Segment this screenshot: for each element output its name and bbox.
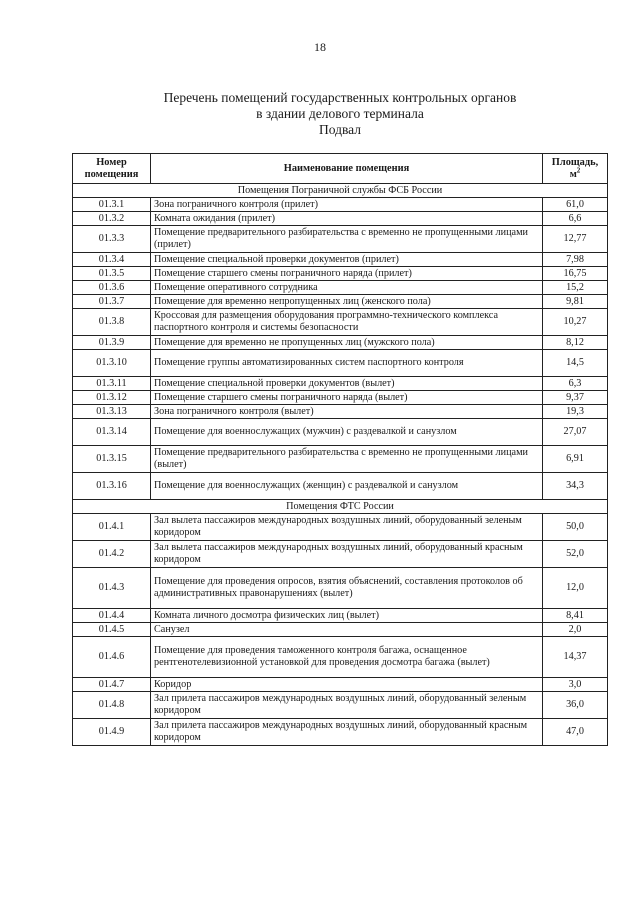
room-area: 6,91	[543, 446, 608, 473]
room-number: 01.4.2	[73, 541, 151, 568]
room-name: Зал прилета пассажиров международных воздушных линий, оборудованный зеленым коридором	[151, 692, 543, 719]
table-row	[73, 391, 608, 405]
table-row	[73, 267, 608, 281]
room-number: 01.3.15	[73, 446, 151, 473]
room-number: 01.3.6	[73, 281, 151, 295]
table-row	[73, 309, 608, 336]
section-title: Помещения ФТС России	[73, 500, 608, 514]
room-name: Кроссовая для размещения оборудования программно-технического комплекса паспортного контроля и системы безопасности	[151, 309, 543, 336]
table-row	[73, 350, 608, 377]
table-row	[73, 678, 608, 692]
room-name: Зал вылета пассажиров международных воздушных линий, оборудованный красным коридором	[151, 541, 543, 568]
room-name: Помещение старшего смены пограничного наряда (прилет)	[151, 267, 543, 281]
room-name: Помещение оперативного сотрудника	[151, 281, 543, 295]
header-area-sup: 2	[576, 166, 581, 175]
table-row	[73, 281, 608, 295]
section-row	[73, 184, 608, 198]
room-number: 01.4.9	[73, 719, 151, 746]
title-line-2: в здании делового терминала	[256, 106, 424, 121]
table-row	[73, 692, 608, 719]
room-number: 01.3.5	[73, 267, 151, 281]
room-area: 34,3	[543, 473, 608, 500]
room-area: 50,0	[543, 514, 608, 541]
header-name: Наименование помещения	[151, 154, 543, 184]
room-area: 12,77	[543, 226, 608, 253]
table-row	[73, 609, 608, 623]
room-number: 01.3.1	[73, 198, 151, 212]
room-area: 8,41	[543, 609, 608, 623]
room-name: Помещение для военнослужащих (мужчин) с раздевалкой и санузлом	[151, 419, 543, 446]
room-name: Коридор	[151, 678, 543, 692]
table-row	[73, 568, 608, 609]
table-row	[73, 514, 608, 541]
title-line-1: Перечень помещений государственных контрольных органов	[163, 90, 517, 105]
table-row	[73, 336, 608, 350]
room-name: Зал прилета пассажиров международных воздушных линий, оборудованный красным коридором	[151, 719, 543, 746]
room-number: 01.3.4	[73, 253, 151, 267]
table-row	[73, 405, 608, 419]
room-area: 52,0	[543, 541, 608, 568]
header-area	[543, 154, 608, 184]
room-area: 6,3	[543, 377, 608, 391]
room-number: 01.4.8	[73, 692, 151, 719]
rooms-table-body	[73, 184, 608, 746]
title-line-3: Подвал	[318, 122, 362, 137]
room-number: 01.3.3	[73, 226, 151, 253]
room-area: 3,0	[543, 678, 608, 692]
rooms-table	[72, 153, 608, 746]
room-name: Помещение для проведения таможенного контроля багажа, оснащенное рентгенотелевизионной установкой для проведения досмотра багажа (вылет)	[151, 637, 543, 678]
room-number: 01.3.2	[73, 212, 151, 226]
page-number: 18	[314, 40, 326, 54]
room-name: Комната ожидания (прилет)	[151, 212, 543, 226]
room-area: 6,6	[543, 212, 608, 226]
room-name: Помещение для военнослужащих (женщин) с раздевалкой и санузлом	[151, 473, 543, 500]
room-area: 27,07	[543, 419, 608, 446]
room-area: 9,37	[543, 391, 608, 405]
room-area: 10,27	[543, 309, 608, 336]
room-number: 01.3.11	[73, 377, 151, 391]
room-number: 01.3.12	[73, 391, 151, 405]
room-number: 01.3.14	[73, 419, 151, 446]
room-area: 14,37	[543, 637, 608, 678]
room-name: Помещение предварительного разбирательства с временно не пропущенными лицами (вылет)	[151, 446, 543, 473]
room-number: 01.4.5	[73, 623, 151, 637]
table-row	[73, 623, 608, 637]
room-number: 01.4.3	[73, 568, 151, 609]
room-name: Комната личного досмотра физических лиц (вылет)	[151, 609, 543, 623]
table-row	[73, 377, 608, 391]
room-area: 61,0	[543, 198, 608, 212]
room-area: 7,98	[543, 253, 608, 267]
table-row	[73, 719, 608, 746]
table-row	[73, 226, 608, 253]
room-number: 01.3.13	[73, 405, 151, 419]
room-number: 01.3.16	[73, 473, 151, 500]
table-row	[73, 637, 608, 678]
table-row	[73, 198, 608, 212]
table-row	[73, 212, 608, 226]
section-row	[73, 500, 608, 514]
room-name: Помещение для временно не пропущенных лиц (мужского пола)	[151, 336, 543, 350]
header-number: Номер помещения	[73, 154, 151, 184]
room-area: 8,12	[543, 336, 608, 350]
table-row	[73, 419, 608, 446]
section-title: Помещения Пограничной службы ФСБ России	[73, 184, 608, 198]
room-number: 01.4.7	[73, 678, 151, 692]
header-area-label: Площадь, м	[551, 156, 599, 180]
room-number: 01.3.10	[73, 350, 151, 377]
room-name: Помещение для временно непропущенных лиц (женского пола)	[151, 295, 543, 309]
room-name: Зона пограничного контроля (прилет)	[151, 198, 543, 212]
room-area: 47,0	[543, 719, 608, 746]
room-area: 2,0	[543, 623, 608, 637]
room-area: 14,5	[543, 350, 608, 377]
table-row	[73, 541, 608, 568]
room-name: Зона пограничного контроля (вылет)	[151, 405, 543, 419]
room-name: Помещение специальной проверки документов (вылет)	[151, 377, 543, 391]
room-area: 19,3	[543, 405, 608, 419]
room-area: 36,0	[543, 692, 608, 719]
room-area: 16,75	[543, 267, 608, 281]
room-name: Санузел	[151, 623, 543, 637]
room-number: 01.3.8	[73, 309, 151, 336]
room-number: 01.4.1	[73, 514, 151, 541]
room-area: 15,2	[543, 281, 608, 295]
room-name: Зал вылета пассажиров международных воздушных линий, оборудованный зеленым коридором	[151, 514, 543, 541]
document-title	[60, 90, 620, 138]
room-name: Помещение группы автоматизированных систем паспортного контроля	[151, 350, 543, 377]
room-number: 01.3.7	[73, 295, 151, 309]
room-area: 12,0	[543, 568, 608, 609]
room-number: 01.4.6	[73, 637, 151, 678]
table-header-row	[73, 154, 608, 184]
room-number: 01.3.9	[73, 336, 151, 350]
table-row	[73, 446, 608, 473]
table-row	[73, 473, 608, 500]
table-row	[73, 295, 608, 309]
room-area: 9,81	[543, 295, 608, 309]
table-row	[73, 253, 608, 267]
room-name: Помещение предварительного разбирательства с временно не пропущенными лицами (прилет)	[151, 226, 543, 253]
room-name: Помещение специальной проверки документов (прилет)	[151, 253, 543, 267]
room-name: Помещение для проведения опросов, взятия объяснений, составления протоколов об административных правонарушениях (вылет)	[151, 568, 543, 609]
room-number: 01.4.4	[73, 609, 151, 623]
room-name: Помещение старшего смены пограничного наряда (вылет)	[151, 391, 543, 405]
